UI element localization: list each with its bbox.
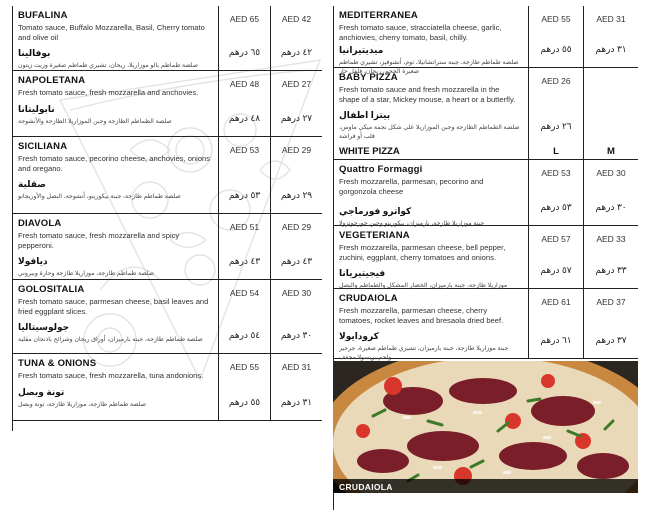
- item-name: GOLOSITALIA: [18, 284, 85, 295]
- price-medium: AED 27: [281, 79, 312, 89]
- left-menu-column: [12, 6, 322, 421]
- price-medium-cell: [270, 137, 322, 213]
- price-large-cell: [528, 68, 583, 144]
- price-medium: AED 31: [596, 14, 626, 24]
- item-arabic-description: صلصة طماطم طازجة، جبنة بيكورينو، أنشوجة، البصل والأوريجانو: [18, 193, 181, 201]
- price-large-cell: [218, 354, 270, 420]
- item-description: Fresh tomato sauce, stracciatella cheese, garlic, anchiovies, cherry tomato, basil, chilly.: [339, 23, 502, 42]
- item-description: Fresh tomato sauce, fresh mozzarella and anchovies.: [18, 88, 199, 97]
- item-arabic-name: ديافولا: [18, 256, 48, 267]
- price-medium-arabic: ٢٩ درهم: [280, 190, 313, 200]
- pizza-photo-image: [333, 361, 638, 493]
- item-name: VEGETERIANA: [339, 230, 410, 241]
- price-large-arabic: ٥٤ درهم: [228, 330, 261, 340]
- price-large-arabic: ٥٣ درهم: [540, 202, 572, 212]
- menu-item-siciliana: [12, 137, 322, 214]
- price-large-arabic: ٥٣ درهم: [228, 190, 261, 200]
- item-arabic-name: كرودايولا: [339, 331, 379, 342]
- white-pizza-header: [333, 144, 638, 160]
- item-description: Tomato sauce, Buffalo Mozzarella, Basil, Cherry tomato and olive oil: [18, 23, 205, 42]
- price-large: AED 55: [229, 362, 260, 372]
- item-name: Quattro Formaggi: [339, 164, 423, 175]
- price-large-cell: [218, 214, 270, 279]
- price-large-arabic: ٥٥ درهم: [228, 397, 261, 407]
- item-arabic-description: صلصة طماطم بالو موزاريلا، ريحان، تشيري طماطم صغيرة وزيت زيتون: [18, 62, 198, 70]
- item-name: DIAVOLA: [18, 218, 62, 229]
- price-medium-cell: [270, 214, 322, 279]
- right-menu-column: [333, 6, 638, 493]
- price-medium: AED 31: [281, 362, 312, 372]
- item-arabic-description: صلصة طماطم طازجة، موزاريلا طازجة وحارة وببروني: [18, 270, 155, 278]
- menu-item-diavola: [12, 214, 322, 280]
- item-arabic-name: بيتزا اطفال: [339, 110, 391, 121]
- price-large: AED 54: [229, 288, 260, 298]
- item-arabic-description: صلصة طماطم طازجة، موزاريلا طازجة، تونة وبصل: [18, 400, 146, 408]
- item-arabic-name: فيجيتيريانا: [339, 268, 386, 279]
- price-medium: AED 30: [596, 168, 626, 178]
- price-large-cell: [218, 6, 270, 70]
- price-large: AED 55: [541, 14, 571, 24]
- price-large: AED 51: [229, 222, 260, 232]
- price-large: AED 61: [541, 297, 571, 307]
- item-name: MEDITERRANEA: [339, 10, 418, 21]
- item-description: Fresh tomato sauce, fresh mozzarella, tuna andonions.: [18, 371, 204, 380]
- price-medium: AED 33: [596, 234, 626, 244]
- price-large-cell: [528, 289, 583, 358]
- price-medium-arabic: ٣٣ درهم: [595, 265, 627, 275]
- price-large: AED 53: [229, 145, 260, 155]
- item-arabic-name: ميديتيرانيا: [339, 45, 384, 56]
- item-arabic-name: نابوليتانا: [18, 103, 55, 114]
- size-large-header: L: [528, 144, 583, 160]
- item-name: BABY PIZZA: [339, 72, 398, 83]
- item-arabic-description: جبنة موزاريلا طازجة، جبنة بارميزان، تشيري طماطم صغيرة، جرجير ولحم بريسولا مجفف: [339, 345, 509, 361]
- price-large: AED 53: [541, 168, 571, 178]
- item-arabic-description: جبنة موزاريلا طازجة، بارميزان، بيكورينو وجبن جورجونزولا: [339, 220, 485, 228]
- price-large-arabic: ٥٥ درهم: [540, 44, 572, 54]
- price-large: AED 48: [229, 79, 260, 89]
- price-medium: AED 30: [281, 288, 312, 298]
- price-medium-cell: [583, 160, 638, 225]
- price-medium-cell: [583, 6, 638, 67]
- price-medium: AED 29: [281, 145, 312, 155]
- price-medium-arabic: ٣١ درهم: [280, 397, 313, 407]
- price-medium: AED 37: [596, 297, 626, 307]
- item-name: SICILIANA: [18, 141, 68, 152]
- item-description: Fresh mozzarella, parmesan cheese, bell pepper, zuchini, eggplant, cherry tomatoes and onions.: [339, 243, 506, 262]
- menu-item-vegeteriana: [333, 226, 638, 289]
- price-large: AED 57: [541, 234, 571, 244]
- menu-item-crudaiola: [333, 289, 638, 359]
- item-arabic-name: تونة وبصل: [18, 386, 65, 397]
- price-medium-cell: [583, 226, 638, 288]
- crudaiola-photo: [333, 361, 638, 493]
- price-medium: AED 42: [281, 14, 312, 24]
- price-large-cell: [218, 280, 270, 353]
- item-arabic-name: بوفالينا: [18, 48, 51, 59]
- item-arabic-name: جولوسيتاليا: [18, 322, 70, 333]
- price-medium-cell: [270, 71, 322, 136]
- price-large-cell: [528, 160, 583, 225]
- price-large-arabic: ٥٧ درهم: [540, 265, 572, 275]
- price-medium: AED 29: [281, 222, 312, 232]
- price-medium-cell: [583, 289, 638, 358]
- price-medium-arabic: ٣١ درهم: [595, 44, 627, 54]
- price-medium-arabic: ٢٧ درهم: [280, 113, 313, 123]
- item-arabic-name: صقلية: [18, 179, 46, 190]
- price-medium-arabic: ٤٣ درهم: [280, 256, 313, 266]
- price-medium-arabic: ٣٠ درهم: [280, 330, 313, 340]
- menu-item-bufalina: [12, 6, 322, 71]
- item-arabic-name: كواترو فورماجي: [339, 206, 412, 217]
- photo-caption: CRUDAIOLA: [333, 479, 638, 493]
- menu-item-tuna-onions: [12, 354, 322, 421]
- price-medium-cell: [270, 354, 322, 420]
- item-arabic-description: صلصة طماطم طازجة، جبنة بارميزان، أوراق ريحان وشرائح باذنجان مقلية: [18, 336, 203, 344]
- price-large-cell: [528, 226, 583, 288]
- menu-item-napoletana: [12, 71, 322, 137]
- price-medium-arabic: ٤٢ درهم: [280, 47, 313, 57]
- size-medium-header: M: [583, 144, 638, 160]
- item-arabic-description: صلصة الطماطم الطازجة وجبن الموزاريلا على شكل نجمة ميكي ماوس، قلب أو فراشة: [339, 124, 520, 140]
- section-title: WHITE PIZZA: [339, 146, 400, 157]
- price-large: AED 26: [541, 76, 571, 86]
- item-name: NAPOLETANA: [18, 75, 86, 86]
- item-description: Fresh tomato sauce, fresh mozzarella and spicy pepperoni.: [18, 231, 180, 250]
- price-medium-cell: [270, 280, 322, 353]
- price-medium-cell: [270, 6, 322, 70]
- item-arabic-description: صلصة طماطم طازجة، جبنة ستراتشاتيلا، ثوم، أنشوفيز، تشيري طماطم صغيرة الحجم، ريحان، فلفل حار: [339, 59, 519, 75]
- price-large-cell: [218, 137, 270, 213]
- item-description: Fresh tomato sauce and fresh mozzarella in the shape of a star, Mickey mouse, a heart or a butterfly.: [339, 85, 516, 104]
- price-large-arabic: ٤٣ درهم: [228, 256, 261, 266]
- price-medium-cell: [583, 68, 638, 144]
- item-description: Fresh tomato sauce, parmesan cheese, basil leaves and fried eggplant slices.: [18, 297, 209, 316]
- price-medium-arabic: ٣٧ درهم: [595, 335, 627, 345]
- item-description: Fresh mozzarella, parmesan, pecorino and gorgonzola cheese: [339, 177, 484, 196]
- menu-item-mediterranea: [333, 6, 638, 75]
- price-large-arabic: ٤٨ درهم: [228, 113, 261, 123]
- price-large-arabic: ٦١ درهم: [540, 335, 572, 345]
- price-medium-arabic: ٣٠ درهم: [595, 202, 627, 212]
- menu-item-baby-pizza: [333, 68, 638, 144]
- price-large-cell: [218, 71, 270, 136]
- item-description: Fresh tomato sauce, pecorino cheese, anchovies, onions and oregano.: [18, 154, 211, 173]
- menu-item-golositalia: [12, 280, 322, 354]
- price-large-arabic: ٦٥ درهم: [228, 47, 261, 57]
- price-large-arabic: ٢٦ درهم: [540, 121, 572, 131]
- item-name: BUFALINA: [18, 10, 68, 21]
- price-large: AED 65: [229, 14, 260, 24]
- item-arabic-description: موزاريلا طازجة، جبنة بارميزان، الخضار المشكل والطماطم والبصل: [339, 282, 508, 290]
- menu-item-quattro-formaggi: [333, 160, 638, 226]
- item-arabic-description: صلصة الطماطم الطازجة وجبن الموزاريلا الطازجة والأنشوجة: [18, 117, 172, 125]
- item-name: CRUDAIOLA: [339, 293, 398, 304]
- item-description: Fresh mozzarella, parmesan cheese, cherry tomatoes, rocket leaves and bresaola dried beef.: [339, 306, 504, 325]
- item-name: TUNA & ONIONS: [18, 358, 97, 369]
- price-large-cell: [528, 6, 583, 67]
